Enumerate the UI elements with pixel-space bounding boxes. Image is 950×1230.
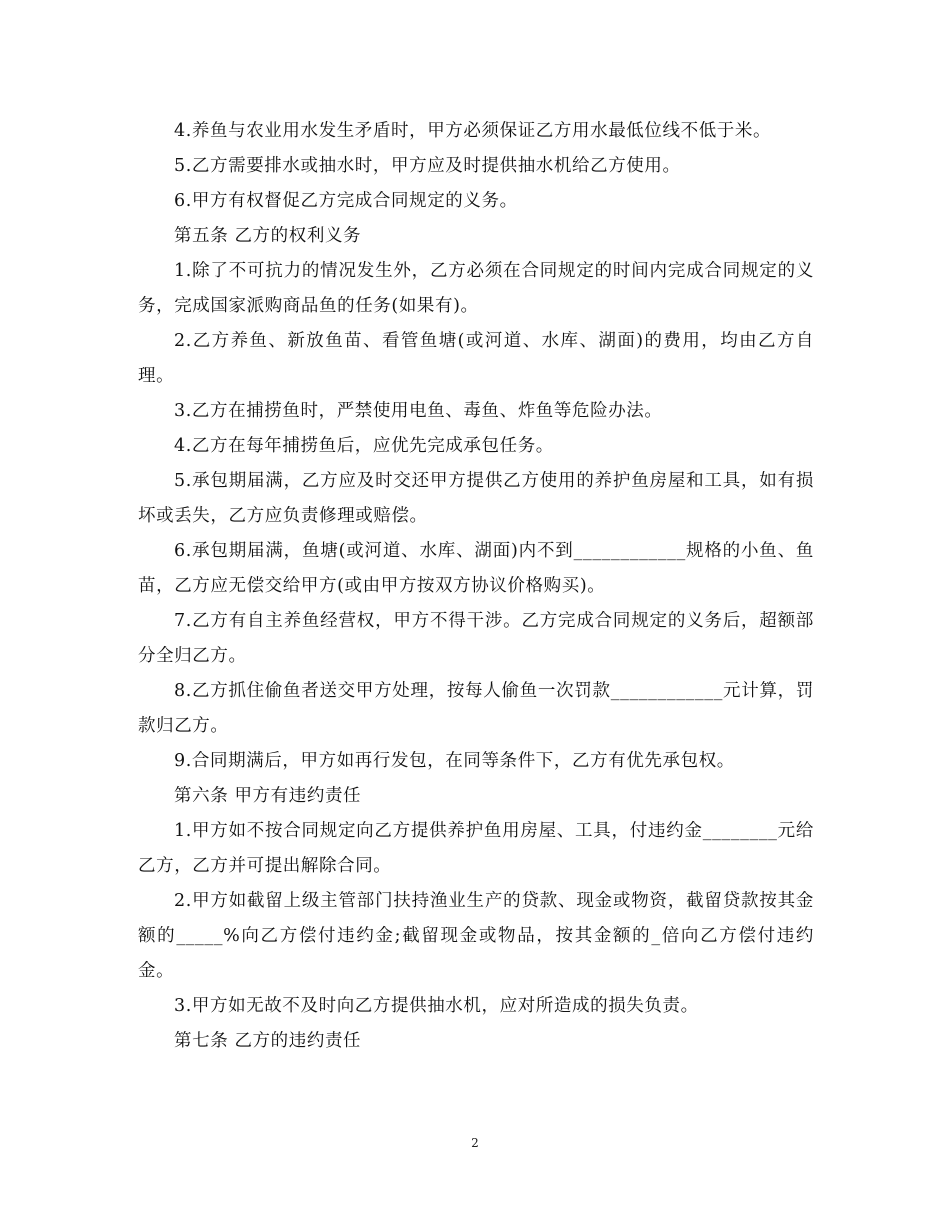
paragraph: 6.甲方有权督促乙方完成合同规定的义务。 [174, 191, 518, 211]
paragraph: 1.甲方如不按合同规定向乙方提供养护鱼用房屋、工具，付违约金________元给乙方，乙方并可提出解除合同。 [138, 821, 814, 876]
paragraph: 7.乙方有自主养鱼经营权，甲方不得干涉。乙方完成合同规定的义务后，超额部分全归乙方。 [138, 611, 814, 666]
page-number: 2 [471, 1136, 479, 1150]
paragraph: 9.合同期满后，甲方如再行发包，在同等条件下，乙方有优先承包权。 [174, 751, 735, 771]
paragraph: 4.乙方在每年捕捞鱼后，应优先完成承包任务。 [174, 436, 554, 456]
paragraph: 8.乙方抓住偷鱼者送交甲方处理，按每人偷鱼一次罚款____________元计算，罚款归乙方。 [138, 681, 814, 736]
paragraph: 2.乙方养鱼、新放鱼苗、看管鱼塘(或河道、水库、湖面)的费用，均由乙方自理。 [138, 331, 814, 386]
section-heading: 第六条 甲方有违约责任 [174, 786, 362, 806]
paragraph: 2.甲方如截留上级主管部门扶持渔业生产的贷款、现金或物资，截留贷款按其金额的_____%向乙方偿付违约金;截留现金或物品，按其金额的_倍向乙方偿付违约金。 [138, 891, 814, 981]
paragraph: 3.甲方如无故不及时向乙方提供抽水机，应对所造成的损失负责。 [174, 996, 699, 1016]
paragraph: 3.乙方在捕捞鱼时，严禁使用电鱼、毒鱼、炸鱼等危险办法。 [174, 401, 663, 421]
paragraph: 5.乙方需要排水或抽水时，甲方应及时提供抽水机给乙方使用。 [174, 156, 681, 176]
paragraph: 1.除了不可抗力的情况发生外，乙方必须在合同规定的时间内完成合同规定的义务，完成国家派购商品鱼的任务(如果有)。 [138, 261, 814, 316]
document-body [138, 114, 814, 1059]
paragraph: 6.承包期届满，鱼塘(或河道、水库、湖面)内不到____________规格的小鱼、鱼苗，乙方应无偿交给甲方(或由甲方按双方协议价格购买)。 [138, 541, 814, 596]
paragraph: 4.养鱼与农业用水发生矛盾时，甲方必须保证乙方用水最低位线不低于米。 [174, 121, 772, 141]
paragraph: 5.承包期届满，乙方应及时交还甲方提供乙方使用的养护鱼房屋和工具，如有损坏或丢失，乙方应负责修理或赔偿。 [138, 471, 814, 526]
section-heading: 第七条 乙方的违约责任 [174, 1031, 362, 1051]
section-heading: 第五条 乙方的权利义务 [174, 226, 362, 246]
